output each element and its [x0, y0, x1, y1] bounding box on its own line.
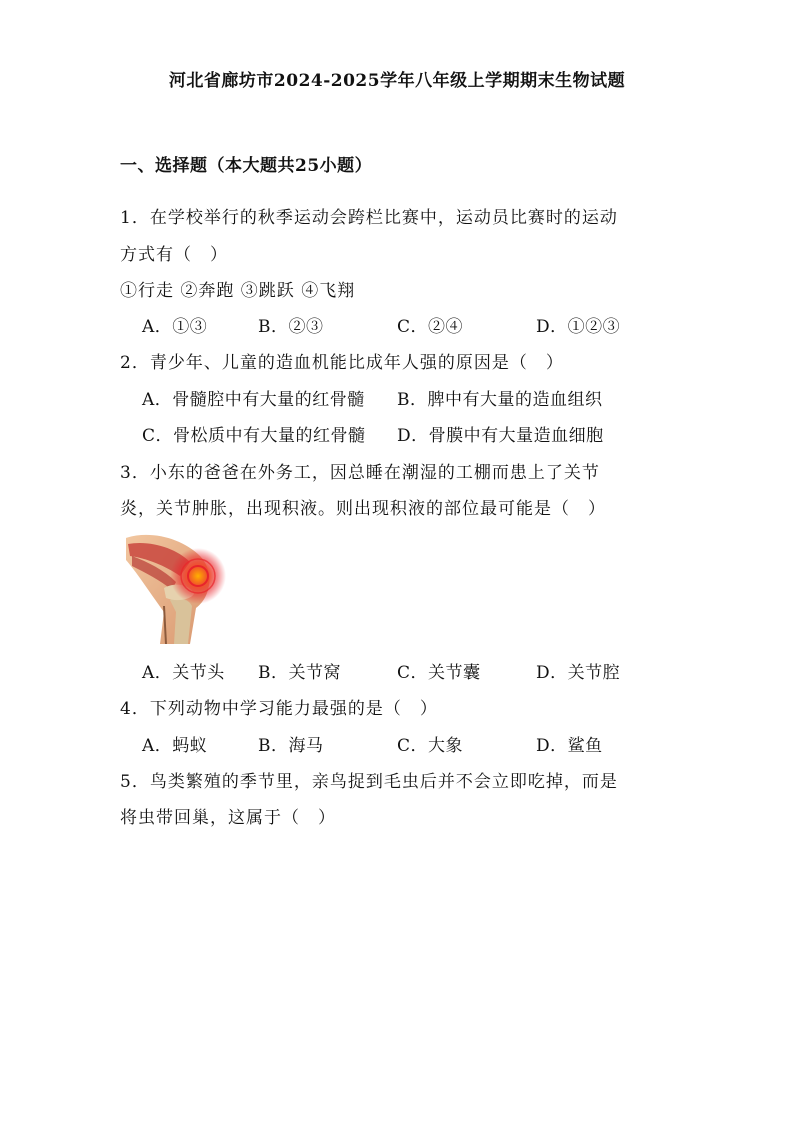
question-4-line-1: 4．下列动物中学习能力最强的是（ ）	[120, 699, 438, 719]
q3-option-d: D．关节腔	[536, 663, 621, 683]
q4-option-d: D．鲨鱼	[536, 736, 603, 756]
q2-option-c: C．骨松质中有大量的红骨髓	[142, 426, 366, 446]
q2-option-b: B．脾中有大量的造血组织	[397, 390, 603, 410]
q3-option-b: B．关节窝	[258, 663, 341, 683]
inflammation-highlight	[170, 548, 226, 604]
q3-option-a: A．关节头	[142, 663, 225, 683]
question-5-line-2: 将虫带回巢，这属于（ ）	[120, 808, 336, 828]
q4-option-a: A．蚂蚁	[142, 736, 208, 756]
question-2-line-1: 2．青少年、儿童的造血机能比成年人强的原因是（ ）	[120, 353, 564, 373]
q3-option-c: C．关节囊	[397, 663, 481, 683]
q1-option-b: B．②③	[258, 317, 324, 337]
q1-option-c: C．②④	[397, 317, 464, 337]
q2-option-a: A．骨髓腔中有大量的红骨髓	[142, 390, 365, 410]
section-heading: 一、选择题（本大题共25小题）	[120, 156, 373, 176]
question-3-line-1: 3．小东的爸爸在外务工，因总睡在潮湿的工棚而患上了关节	[120, 463, 600, 483]
q4-option-b: B．海马	[258, 736, 324, 756]
q1-option-a: A．①③	[142, 317, 208, 337]
question-3-line-2: 炎，关节肿胀，出现积液。则出现积液的部位最可能是（ ）	[120, 499, 606, 519]
q2-option-d: D．骨膜中有大量造血细胞	[397, 426, 604, 446]
knee-joint-illustration	[120, 526, 226, 644]
question-5-line-1: 5．鸟类繁殖的季节里，亲鸟捉到毛虫后并不会立即吃掉，而是	[120, 772, 618, 792]
question-1-line-1: 1．在学校举行的秋季运动会跨栏比赛中，运动员比赛时的运动	[120, 208, 618, 228]
q1-option-d: D．①②③	[536, 317, 621, 337]
q4-option-c: C．大象	[397, 736, 464, 756]
document-title: 河北省廊坊市2024-2025学年八年级上学期期末生物试题	[168, 71, 626, 91]
question-1-line-2: 方式有（ ）	[120, 245, 228, 265]
question-1-items: ①行走 ②奔跑 ③跳跃 ④飞翔	[120, 281, 356, 301]
